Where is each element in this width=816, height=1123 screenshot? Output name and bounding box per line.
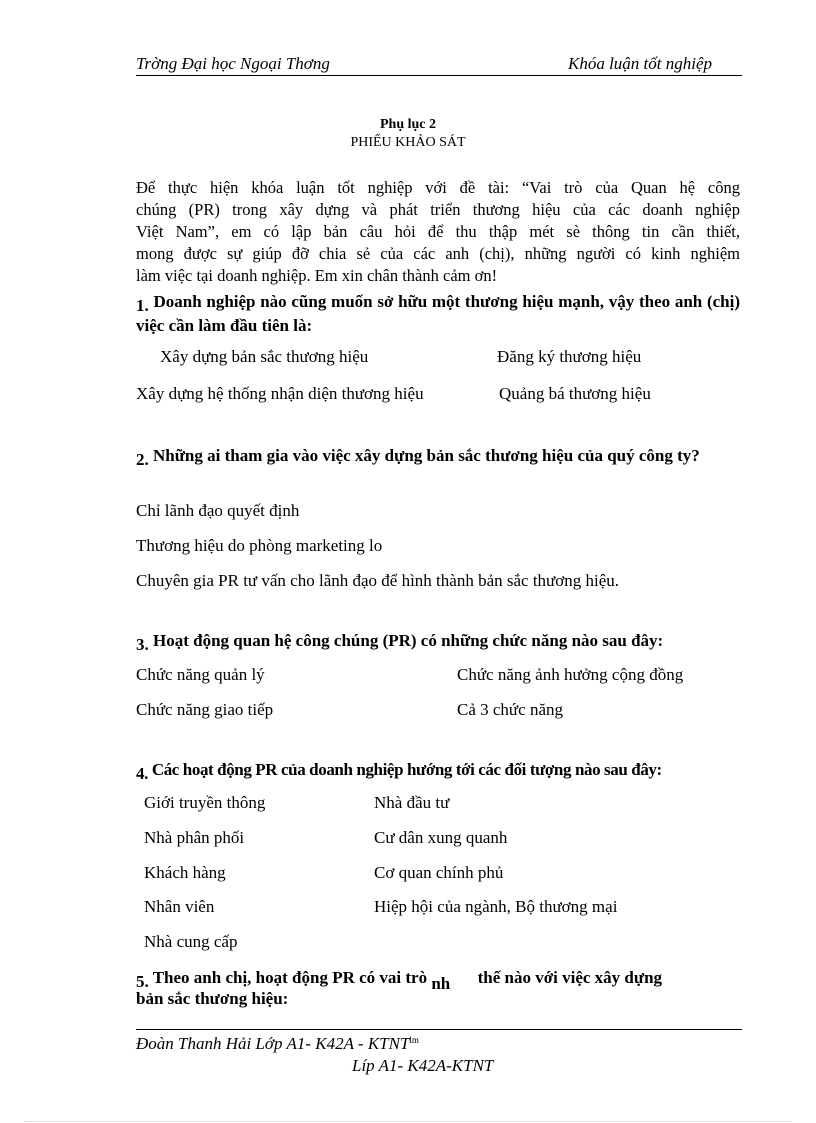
question-text: Theo anh chị, hoạt động PR có vai trò [152, 968, 428, 987]
question-fragment: nh [431, 974, 451, 993]
question-1 [136, 292, 740, 336]
option-q3-1[interactable]: Chức năng quản lý [136, 665, 265, 684]
option-q4-5[interactable]: Khách hàng [144, 863, 226, 882]
question-3 [136, 631, 740, 655]
option-q4-8[interactable]: Hiệp hội của ngành, Bộ thương mại [374, 897, 618, 916]
intro-line: Để thực hiện khóa luận tốt nghiệp với đề tài: “Vai trò của Quan hệ công [136, 178, 740, 197]
option-q1-2[interactable]: Đăng ký thương hiệu [497, 347, 642, 366]
option-q1-3[interactable]: Xây dựng hệ thống nhận diện thương hiệu [136, 384, 424, 403]
footer-author-text: Đoàn Thanh Hải Lớp A1- K42A - KTNT [136, 1034, 410, 1053]
option-q4-6[interactable]: Cơ quan chính phủ [374, 863, 504, 882]
question-number: 1. [136, 296, 149, 315]
question-text: Các hoạt động PR của doanh nghiệp hướng tới các đối tượng nào sau đây: [151, 760, 662, 779]
option-q4-2[interactable]: Nhà đầu tư [374, 793, 450, 812]
question-text-continued: thế nào với việc xây dựng [477, 968, 663, 987]
form-title: PHIẾU KHẢO SÁT [350, 135, 466, 150]
footer-rule [136, 1029, 742, 1030]
option-q4-1[interactable]: Giới truyền thông [144, 793, 266, 812]
appendix-label: Phụ lục 2 [379, 117, 436, 132]
question-number: 3. [136, 635, 149, 654]
footer-author [136, 1034, 419, 1054]
question-5-line2: bản sắc thương hiệu: [136, 989, 289, 1008]
intro-paragraph [136, 177, 740, 287]
header-rule [136, 75, 742, 76]
header-school: Trờng Đại học Ngoại Thơng [136, 54, 330, 73]
intro-line: Việt Nam”, em có lập bản câu hỏi để thu thập mét sè thông tin cần thiết, [136, 222, 740, 241]
question-text: Doanh nghiệp nào cũng muốn sở hữu một thương hiệu mạnh, vậy theo anh (chị) việc cần làm đầu tiên là: [136, 292, 741, 335]
question-text: Hoạt động quan hệ công chúng (PR) có những chức năng nào sau đây: [153, 631, 664, 650]
intro-line: chúng (PR) trong xây dựng và phát triển thương hiệu của các doanh nghiệp [136, 200, 740, 219]
header-thesis: Khóa luận tốt nghiệp [568, 54, 713, 73]
option-q1-4[interactable]: Quảng bá thương hiệu [499, 384, 651, 403]
question-number: 5. [136, 972, 149, 991]
option-q4-7[interactable]: Nhân viên [144, 897, 215, 916]
question-4 [136, 760, 740, 784]
option-q2-1[interactable]: Chỉ lãnh đạo quyết định [136, 501, 300, 520]
question-number: 2. [136, 450, 149, 469]
question-number: 4. [136, 764, 148, 783]
page-number: lm [409, 1035, 419, 1045]
option-q3-3[interactable]: Chức năng giao tiếp [136, 700, 274, 719]
option-q3-2[interactable]: Chức năng ảnh hưởng cộng đồng [457, 665, 684, 684]
option-q2-3[interactable]: Chuyên gia PR tư vấn cho lãnh đạo để hình thành bản sắc thương hiệu. [136, 571, 620, 590]
option-q3-4[interactable]: Cả 3 chức năng [457, 700, 563, 719]
option-q1-1[interactable]: Xây dựng bản sắc thương hiệu [160, 347, 369, 366]
option-q4-9[interactable]: Nhà cung cấp [144, 932, 238, 951]
footer-class: Líp A1- K42A-KTNT [352, 1056, 494, 1075]
option-q4-4[interactable]: Cư dân xung quanh [374, 828, 508, 847]
option-q2-2[interactable]: Thương hiệu do phòng marketing lo [136, 536, 383, 555]
option-q4-3[interactable]: Nhà phân phối [144, 828, 245, 847]
question-2 [136, 446, 740, 470]
question-text: Những ai tham gia vào việc xây dựng bản sắc thương hiệu của quý công ty? [153, 446, 700, 465]
page-bottom-border [24, 1121, 792, 1122]
intro-line: mong được sự giúp đỡ chia sẻ của các anh (chị), những người có kinh nghiệm [136, 244, 740, 263]
intro-line: làm việc tại doanh nghiệp. Em xin chân thành cảm ơn! [136, 266, 498, 285]
